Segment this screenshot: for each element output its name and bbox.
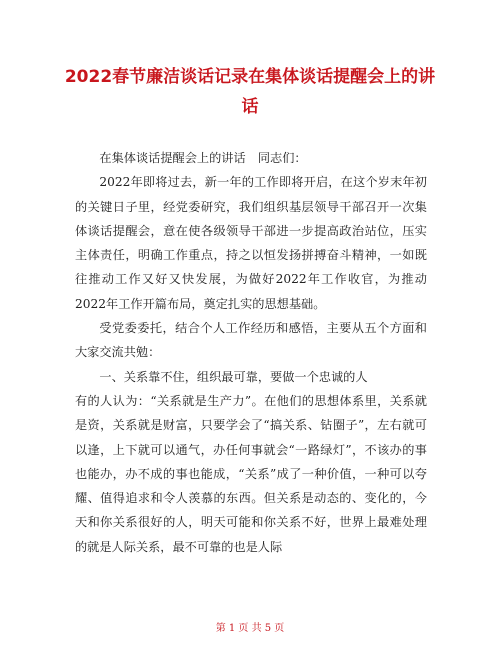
paragraph-relationships: 有的人认为：“关系就是生产力”。在他们的思想体系里，关系就是资，关系就是财富，只要学会了“搞关系、钻圈子”，左右就可以逢，上下就可以通气，办任何事就会“一路绿灯”，不该办的事也能办，办不成的事也能成，“关系”成了一种价值，一种可以夸耀、值得追求和令人羡慕的东西。但关系是动态的、变化的，今天和你关系很好的人，明天可能和你关系不好，世界上最难处理的就是人际关系，最不可靠的也是人际 xyxy=(75,393,427,554)
section-heading-1: 一、关系靠不住，组织最可靠，要做一个忠诚的人 xyxy=(99,369,368,384)
paragraph-commission: 受党委委托，结合个人工作经历和感悟，主要从五个方面和大家交流共勉： xyxy=(75,321,427,360)
paragraph-salutation: 在集体谈话提醒会上的讲话 同志们： xyxy=(99,151,307,165)
paragraph-intro: 2022年即将过去，新一年的工作即将开启，在这个岁末年初的关键日子里，经党委研究，我们组织基层领导干部召开一次集体谈话提醒会，意在使各级领导干部进一步提高政治站位，压实主体责任，明确工作重点，持之以恒发扬拼搏奋斗精神，一如既往推动工作又好又快发展，为做好2022年工作收官，为推动2022年工作开篇布局，奠定扎实的思想基础。 xyxy=(75,175,427,311)
document-title: 2022春节廉洁谈话记录在集体谈话提醒会上的讲话 xyxy=(64,67,436,117)
page-footer: 第 1 页 共 5 页 xyxy=(215,623,285,634)
document-body xyxy=(75,146,427,559)
